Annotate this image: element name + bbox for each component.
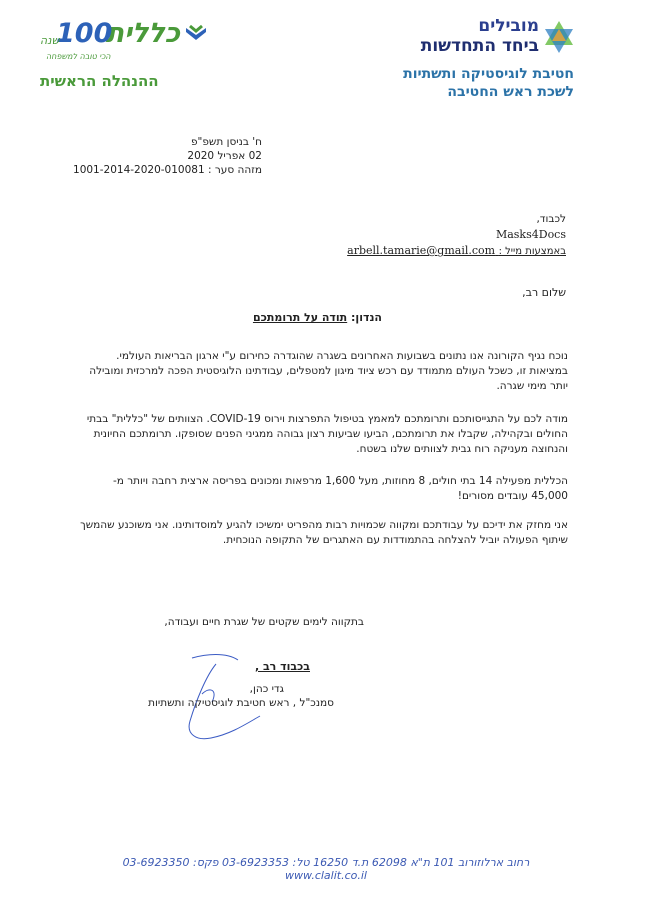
- division-title-line2: לשכת ראש החטיבה: [447, 84, 574, 100]
- reference-line: [73, 163, 262, 177]
- star-of-david-icon: [543, 20, 575, 54]
- email-link[interactable]: arbell.tamarie@gmail.com: [347, 244, 496, 257]
- movilim-logo: [413, 16, 575, 60]
- addressee-org: Masks4Docs: [495, 228, 566, 241]
- footer-contact: רחוב ארלוזורוב 101 ת"א 62098 ת.ד 16250 טל: 03-6923353 פקס: 03-6923350 www.clalit.co.il: [122, 856, 530, 882]
- paragraph-3: הכללית מפעילה 14 בתי חולים, 8 מחוזות, מעל 1,600 מרפאות ומכונים בפריסה ארצית רחבה ויותר מ- 45,000 עובדים מסורים!: [112, 475, 568, 502]
- clalit-slogan: הכי טובה למשפחה: [46, 52, 111, 61]
- clalit-logo: [40, 16, 208, 64]
- email-via-label: באמצעות מייל :: [498, 246, 566, 257]
- clalit-100: 100: [56, 18, 113, 49]
- clalit-word: כללית: [105, 18, 180, 49]
- gregorian-date: 02 אפריל 2020: [187, 150, 262, 162]
- greeting: שלום רב,: [522, 286, 566, 299]
- addressee-block: [300, 211, 566, 260]
- subject-label: הנדון:: [351, 311, 382, 324]
- subject-line: [160, 311, 382, 324]
- addressee-email-line: [300, 243, 566, 260]
- hq-title: ההנהלה הראשית: [40, 72, 159, 90]
- paragraph-1: נוכח נגיף הקורונה אנו נתונים בשבועות האחרונים בשגרה שהוגדרה כחירום ע"י ארגון הבריאות העולמי. במציאות זו, כשכל העולם מתמודד עם רכש ציוד מיגון למטפלים, עבודתינו הלוגיסטית הפכה למרכזית ומובילה יותר מימי שגרה.: [89, 350, 568, 392]
- signer-title: סמנכ"ל , ראש חטיבת לוגיסטיקה ותשתיות: [148, 697, 334, 709]
- logo-line1: מובילים: [478, 16, 539, 36]
- reference-label: מזהה סער :: [207, 164, 262, 176]
- subject-text: תודה על תרומתכם: [252, 311, 348, 324]
- signer-name: גדי כהן,: [249, 683, 284, 695]
- paragraph-2: מודה לכם על התגייסותכם ותרומתכם למאמץ בטיפול התפרצות וירוס COVID-19. הצוותים של "כללית" בבתי החולים ובקהילה, שקבלו את תרומתכם, הביעו שביעות רצון גבוהה ממגיני הפנים שסופקו. תרומתכם החיונית והנחוצה מעניקה רוח גבית לצוותים שלנו בשטח.: [86, 413, 568, 455]
- logo-line2: ביחד התחדשות: [420, 36, 539, 56]
- reference-number: 1001-2014-2020-010081: [73, 164, 205, 176]
- addressee-to: לכבוד,: [536, 213, 566, 225]
- paragraph-4: אני מחזק את ידיכם על עבודתכם ומקווה שכמויות רבות מהפריט ימשיכו להגיע למוסדותינו. אני משוכנע שהמשך שיתוף הפעולה יוביל להצלחה בהתמודדות עם האתגרים של התקופה הנוכחית.: [80, 519, 568, 546]
- clalit-shana: שנה: [40, 34, 60, 47]
- regards: בכבוד רב ,: [254, 660, 310, 673]
- division-title-line1: חטיבת לוגיסטיקה ותשתיות: [403, 66, 574, 82]
- closing-line: בתקווה לימים שקטים של שגרת חיים ועבודה,: [164, 616, 364, 628]
- date-block: [73, 135, 262, 177]
- hebrew-date: ח' בניסן תשפ"פ: [190, 136, 262, 148]
- clalit-mark-icon: [184, 24, 208, 46]
